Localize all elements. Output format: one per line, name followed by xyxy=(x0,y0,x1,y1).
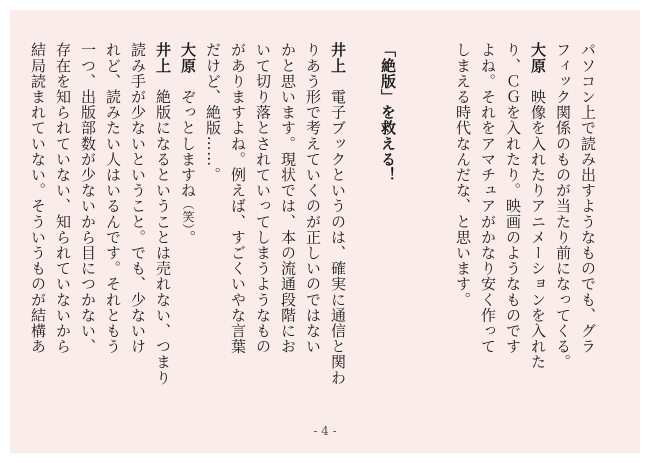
line-text: 一つ、出版部数が少ないから目につかない、 xyxy=(79,42,97,354)
text-column xyxy=(301,42,325,354)
line-text: 映像を入れたりアニメーションを入れた xyxy=(529,88,547,370)
text-column xyxy=(151,42,175,385)
text-column xyxy=(501,42,525,354)
line-text: がありますよね。例えば、すごくいやな言葉 xyxy=(229,42,247,354)
text-column xyxy=(276,42,300,354)
text-column xyxy=(476,42,500,354)
page-number: - 4 - xyxy=(313,424,337,438)
line-text: 結局読まれていない。そういうものが結構あ xyxy=(29,42,47,354)
text-column xyxy=(201,42,225,182)
text-column xyxy=(226,42,250,354)
line-text: りあう形で考えていくのが正しいのではない xyxy=(304,42,322,354)
text-column xyxy=(451,42,475,307)
line-text: よね。それをアマチュアがかなり安く作って xyxy=(479,42,497,354)
line-text: だけど、絶版……。 xyxy=(204,42,222,183)
line-text: 電子ブックというのは、確実に通信と関わ xyxy=(329,88,347,386)
text-column xyxy=(576,42,600,354)
speaker-name: 大原 xyxy=(529,42,547,74)
line-text: 存在を知られていない、知られていないから xyxy=(54,42,72,354)
text-column xyxy=(51,42,75,354)
punctuation: 。 xyxy=(179,229,197,246)
line-text: 読み手が少ないということ。でも、少ないけ xyxy=(129,42,147,354)
line-text: パソコン上で読み出すようなものでも、グラ xyxy=(579,42,597,354)
section-heading xyxy=(376,42,400,182)
heading-text: 「絶版」を救える！ xyxy=(379,42,397,183)
laughter-note: （笑） xyxy=(181,198,195,230)
document-page xyxy=(10,10,640,453)
text-column xyxy=(326,42,350,385)
text-column xyxy=(26,42,50,354)
text-column xyxy=(101,42,125,354)
speaker-name: 井上 xyxy=(329,42,347,74)
speaker-name: 井上 xyxy=(154,42,172,74)
text-column xyxy=(126,42,150,354)
line-text: しまえる時代なんだな、と思います。 xyxy=(454,42,472,308)
text-column xyxy=(76,42,100,354)
line-text: れど、読みたい人はいるんです。それともう xyxy=(104,42,122,354)
line-text: 絶版になるということは売れない、つまり xyxy=(154,88,172,386)
text-column xyxy=(526,42,550,370)
line-text: り、ＣＧを入れたり。映画のようなものです xyxy=(504,42,522,354)
text-column xyxy=(176,42,200,245)
line-text: いて切り落とされていってしまうようなもの xyxy=(254,42,272,354)
line-text: ぞっとしますね xyxy=(179,88,197,199)
text-column xyxy=(251,42,275,354)
line-text: かと思います。現状では、本の流通段階にお xyxy=(279,42,297,354)
speaker-name: 大原 xyxy=(179,42,197,74)
text-column xyxy=(551,42,575,370)
line-text: フィック関係のものが当たり前になってくる。 xyxy=(554,42,572,370)
